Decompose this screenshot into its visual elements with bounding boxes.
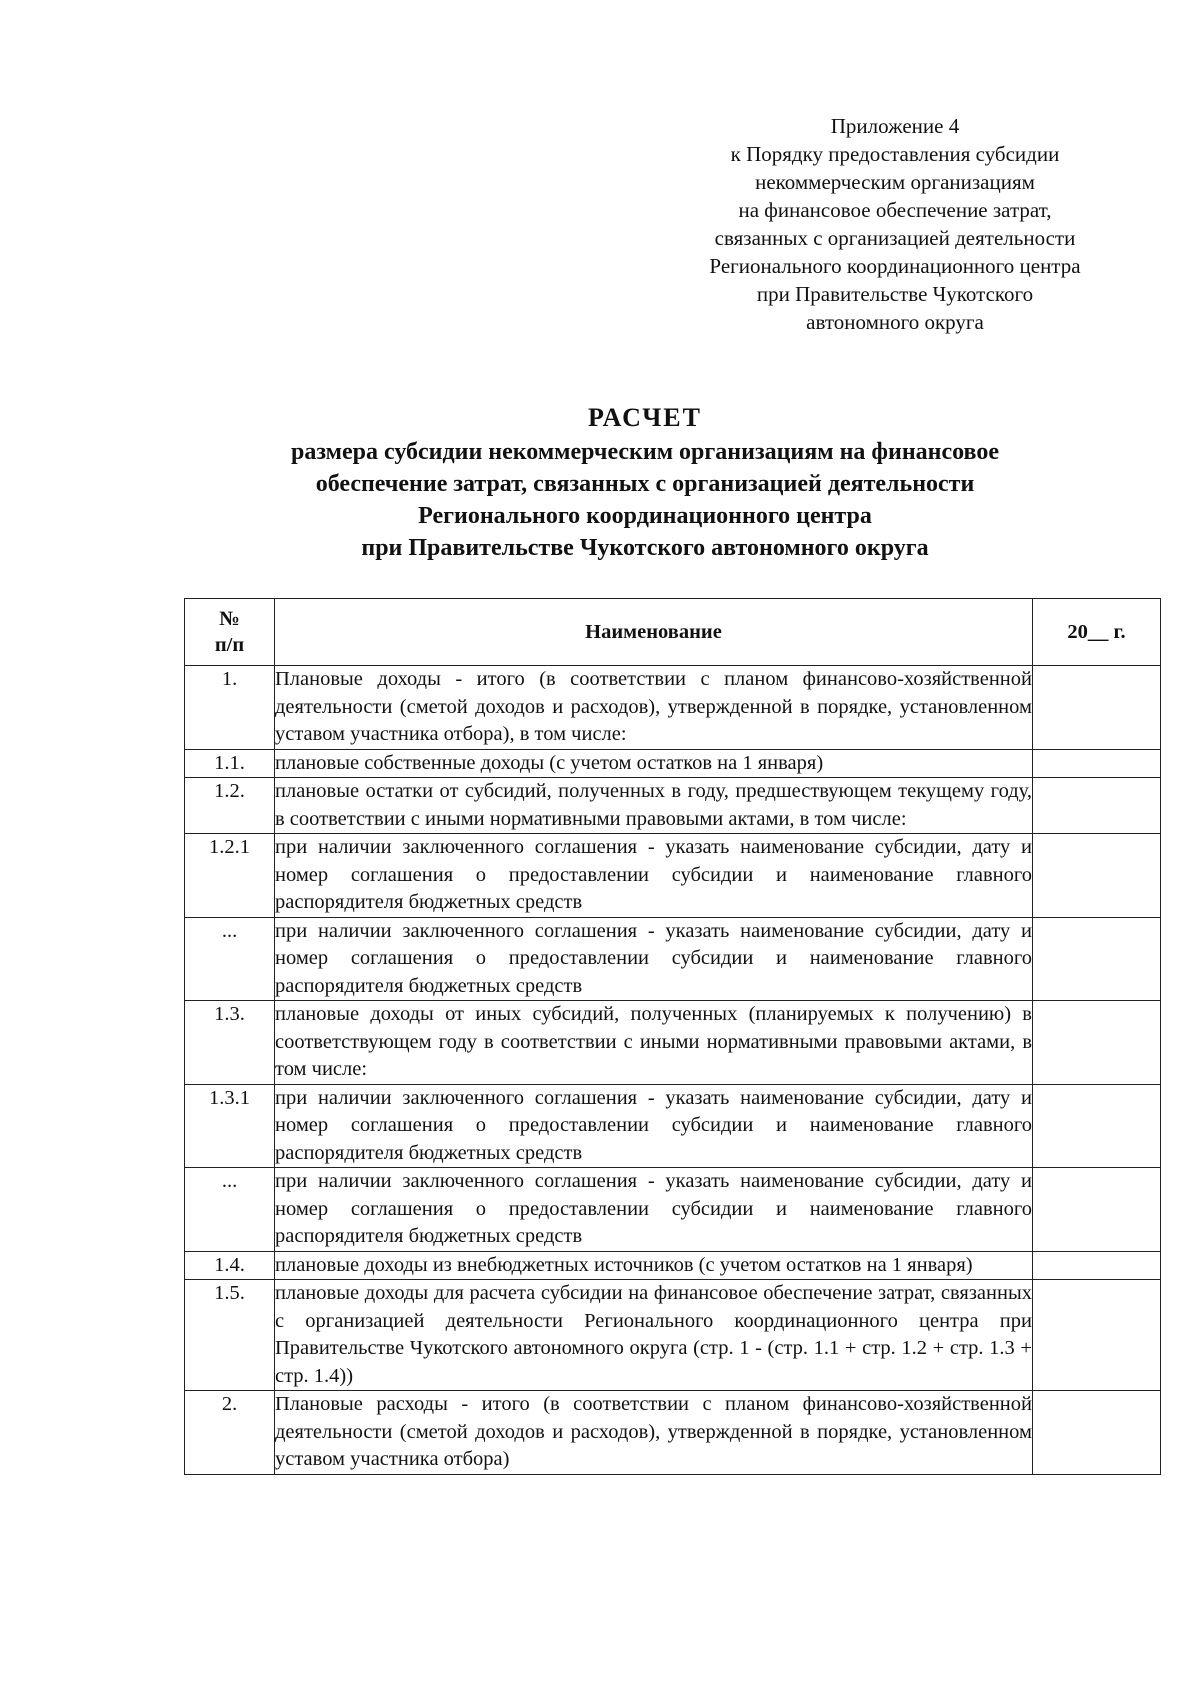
row-value-cell[interactable] — [1033, 1168, 1161, 1252]
row-value-cell[interactable] — [1033, 1391, 1161, 1475]
title-line: при Правительстве Чукотского автономного округа — [361, 535, 929, 561]
row-number: 2. — [185, 1391, 275, 1475]
table-row — [185, 666, 1161, 750]
header-number-symbol: № — [219, 608, 240, 630]
title-line: обеспечение затрат, связанных с организацией деятельности — [315, 471, 975, 497]
row-number: 1.2. — [185, 778, 275, 834]
row-number: ... — [185, 917, 275, 1001]
row-name: при наличии заключенного соглашения - указать наименование субсидии, дату и номер соглашения о предоставлении субсидии и наименование главного распорядителя бюджетных средств — [275, 1168, 1033, 1252]
table-row — [185, 1001, 1161, 1085]
table-row — [185, 1084, 1161, 1168]
row-value-cell[interactable] — [1033, 1251, 1161, 1280]
row-name: при наличии заключенного соглашения - указать наименование субсидии, дату и номер соглашения о предоставлении субсидии и наименование главного распорядителя бюджетных средств — [275, 834, 1033, 918]
row-number: 1.1. — [185, 749, 275, 778]
table-row — [185, 778, 1161, 834]
row-value-cell[interactable] — [1033, 778, 1161, 834]
row-number: ... — [185, 1168, 275, 1252]
appendix-line: на финансовое обеспечение затрат, — [738, 198, 1052, 222]
row-value-cell[interactable] — [1033, 917, 1161, 1001]
row-value-cell[interactable] — [1033, 1280, 1161, 1391]
header-name: Наименование — [275, 599, 1033, 666]
row-name: плановые доходы для расчета субсидии на финансовое обеспечение затрат, связанных с организацией деятельности Регионального координационного центра при Правительстве Чукотского автономного округа (стр. 1 - (стр. 1.1 + стр. 1.2 + стр. 1.3 + стр. 1.4)) — [275, 1280, 1033, 1391]
row-number: 1.4. — [185, 1251, 275, 1280]
row-name: плановые доходы от иных субсидий, полученных (планируемых к получению) в соответствующем году в соответствии с иными нормативными правовыми актами, в том числе: — [275, 1001, 1033, 1085]
row-number: 1. — [185, 666, 275, 750]
row-name: при наличии заключенного соглашения - указать наименование субсидии, дату и номер соглашения о предоставлении субсидии и наименование главного распорядителя бюджетных средств — [275, 917, 1033, 1001]
row-number: 1.3.1 — [185, 1084, 275, 1168]
row-name: плановые остатки от субсидий, полученных в году, предшествующем текущему году, в соответствии с иными нормативными правовыми актами, в том числе: — [275, 778, 1033, 834]
title-main: РАСЧЕТ — [588, 403, 702, 432]
table-row — [185, 917, 1161, 1001]
appendix-line: Приложение 4 — [830, 114, 960, 138]
row-name: плановые доходы из внебюджетных источников (с учетом остатков на 1 января) — [275, 1251, 1033, 1280]
appendix-line: к Порядку предоставления субсидии — [730, 142, 1060, 166]
row-value-cell[interactable] — [1033, 749, 1161, 778]
row-name: Плановые доходы - итого (в соответствии с планом финансово-хозяйственной деятельности (сметой доходов и расходов), утвержденной в порядке, установленном уставом участника отбора), в том числе: — [275, 666, 1033, 750]
row-value-cell[interactable] — [1033, 1084, 1161, 1168]
document-title — [180, 400, 1110, 564]
appendix-line: некоммерческим организациям — [755, 170, 1035, 194]
header-year: 20__ г. — [1033, 599, 1161, 666]
table-row — [185, 1168, 1161, 1252]
header-number — [185, 599, 275, 666]
row-number: 1.5. — [185, 1280, 275, 1391]
appendix-line: автономного округа — [806, 310, 984, 334]
table-header-row — [185, 599, 1161, 666]
row-number: 1.3. — [185, 1001, 275, 1085]
appendix-line: Регионального координационного центра — [709, 254, 1081, 278]
title-line: Регионального координационного центра — [418, 503, 872, 529]
row-value-cell[interactable] — [1033, 834, 1161, 918]
table-body — [185, 666, 1161, 1475]
appendix-header — [660, 112, 1130, 336]
appendix-line: связанных с организацией деятельности — [714, 226, 1076, 250]
table-row — [185, 1391, 1161, 1475]
header-number-abbr: п/п — [214, 634, 245, 656]
row-name: Плановые расходы - итого (в соответствии с планом финансово-хозяйственной деятельности (сметой доходов и расходов), утвержденной в порядке, установленном уставом участника отбора) — [275, 1391, 1033, 1475]
appendix-line: при Правительстве Чукотского — [756, 282, 1034, 306]
title-line: размера субсидии некоммерческим организациям на финансовое — [290, 439, 1000, 465]
row-value-cell[interactable] — [1033, 666, 1161, 750]
row-number: 1.2.1 — [185, 834, 275, 918]
table-header — [185, 599, 1161, 666]
row-value-cell[interactable] — [1033, 1001, 1161, 1085]
table-row — [185, 1251, 1161, 1280]
table-row — [185, 834, 1161, 918]
table-row — [185, 749, 1161, 778]
table-row — [185, 1280, 1161, 1391]
row-name: плановые собственные доходы (с учетом остатков на 1 января) — [275, 749, 1033, 778]
calculation-table — [184, 598, 1161, 1475]
row-name: при наличии заключенного соглашения - указать наименование субсидии, дату и номер соглашения о предоставлении субсидии и наименование главного распорядителя бюджетных средств — [275, 1084, 1033, 1168]
